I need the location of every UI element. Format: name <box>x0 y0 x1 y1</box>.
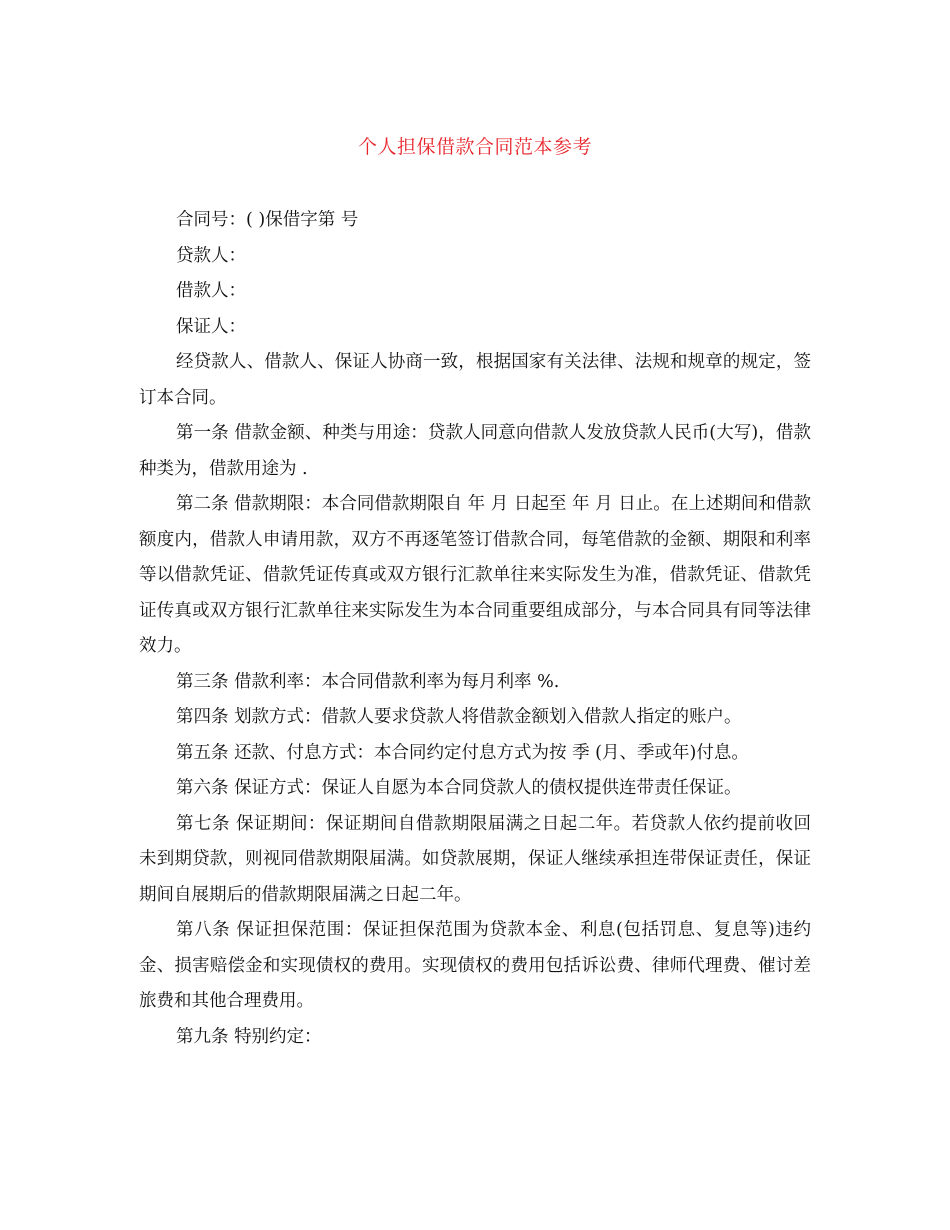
contract-number-line: 合同号：( )保借字第 号 <box>176 210 359 230</box>
preamble-paragraph: 经贷款人、借款人、保证人协商一致，根据国家有关法律、法规和规章的规定，签订本合同。 <box>139 352 811 408</box>
borrower-line: 借款人： <box>176 281 246 301</box>
article-4-paragraph: 第四条 划款方式：借款人要求贷款人将借款金额划入借款人指定的账户。 <box>176 707 742 727</box>
article-3-paragraph: 第三条 借款利率：本合同借款利率为每月利率 %. <box>176 671 560 692</box>
article-5-paragraph: 第五条 还款、付息方式：本合同约定付息方式为按 季 (月、季或年)付息。 <box>176 742 749 763</box>
article-9-paragraph: 第九条 特别约定： <box>176 1026 322 1047</box>
article-2-paragraph: 第二条 借款期限：本合同借款期限自 年 月 日起至 年 月 日止。在上述期间和借款额度内，借款人申请用款，双方不再逐笔签订借款合同，每笔借款的金额、期限和利率等以借款凭证、借款凭证传真或双方银行汇款单往来实际发生为准，借款凭证、借款凭证传真或双方银行汇款单往来实际发生为本合同重要组成部分，与本合同具有同等法律效力。 <box>139 494 811 656</box>
article-1-paragraph: 第一条 借款金额、种类与用途：贷款人同意向借款人发放贷款人民币(大写)，借款种类为，借款用途为 . <box>139 423 811 479</box>
guarantor-line: 保证人： <box>176 316 246 337</box>
lender-line: 贷款人： <box>176 245 246 266</box>
article-7-paragraph: 第七条 保证期间：保证期间自借款期限届满之日起二年。若贷款人依约提前收回未到期贷款，则视同借款期限届满。如贷款展期，保证人继续承担连带保证责任，保证期间自展期后的借款期限届满之日起二年。 <box>139 813 811 905</box>
article-8-paragraph: 第八条 保证担保范围：保证担保范围为贷款本金、利息(包括罚息、复息等)违约金、损害赔偿金和实现债权的费用。实现债权的费用包括诉讼费、律师代理费、催讨差旅费和其他合理费用。 <box>139 920 811 1011</box>
document-body <box>139 203 811 1055</box>
article-6-paragraph: 第六条 保证方式：保证人自愿为本合同贷款人的债权提供连带责任保证。 <box>176 778 742 798</box>
document-title: 个人担保借款合同范本参考 <box>357 136 592 158</box>
